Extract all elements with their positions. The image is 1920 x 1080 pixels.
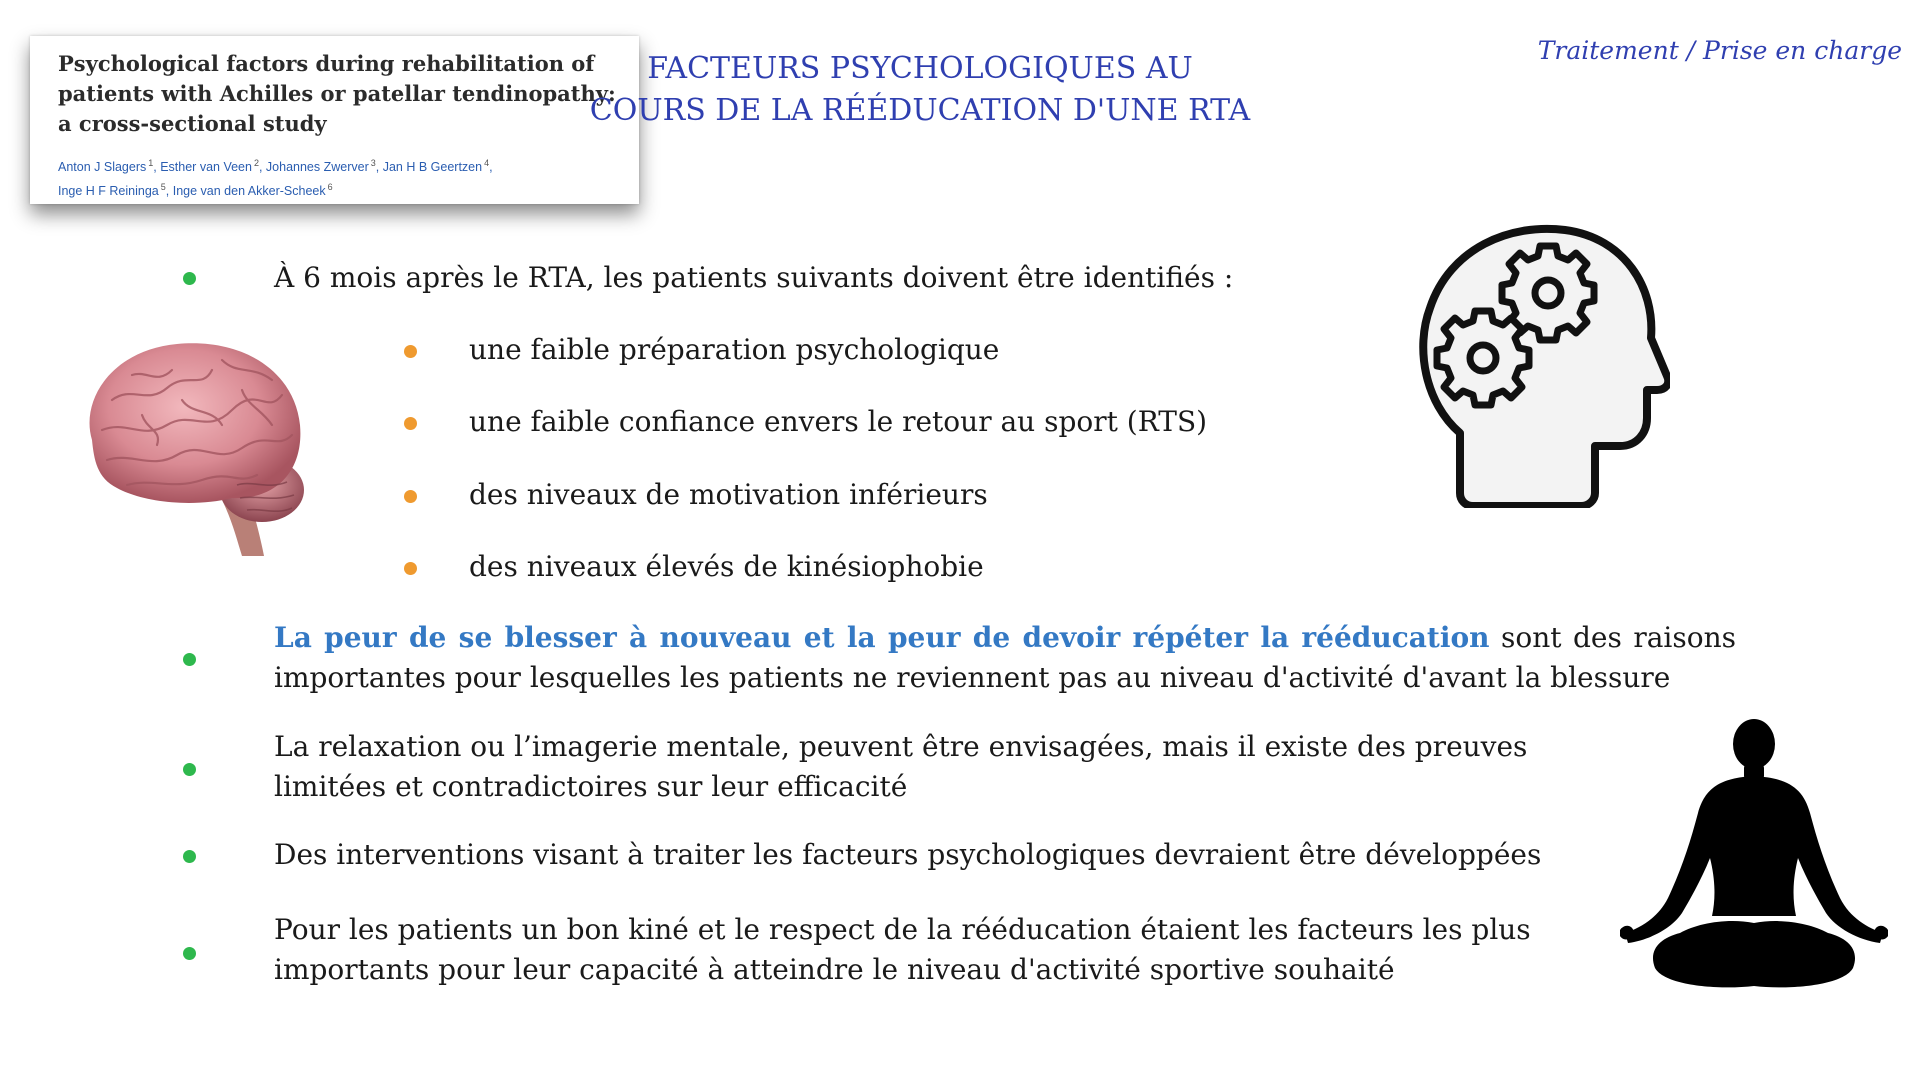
- sub-bullet-2: une faible confiance envers le retour au sport (RTS): [469, 405, 1208, 438]
- bullet-fear: [274, 618, 1736, 698]
- head-gears-icon: [1415, 218, 1670, 508]
- bullet-kine: Pour les patients un bon kiné et le respect de la rééducation étaient les facteurs les plus importants pour leur capacité à atteindre le niveau d'activité sportive souhaité: [274, 913, 1531, 986]
- bullet-dot: [183, 947, 196, 960]
- fear-highlight: La peur de se blesser à nouveau et la peur de devoir répéter la rééducation: [274, 621, 1490, 654]
- reference-card: [30, 36, 639, 204]
- author-ref: 6: [327, 182, 333, 193]
- author-link[interactable]: Inge van den Akker-Scheek: [172, 184, 326, 199]
- author-link[interactable]: Inge H F Reininga: [58, 184, 159, 199]
- sub-bullet-1: une faible préparation psychologique: [469, 333, 1000, 366]
- brain-icon: [72, 330, 312, 560]
- reference-authors: Anton J Slagers $^1$, Esther van Veen $^2$, Johannes Zwerver $^3$, Jan H B Geertzen $^4$, Inge H F Reininga $^5$, Inge van den Akker-Scheek $^6$: [58, 158, 493, 199]
- bullet-dot: [183, 653, 196, 666]
- author-link[interactable]: Jan H B Geertzen: [382, 160, 483, 175]
- slide-title: [580, 48, 1380, 132]
- meditation-icon: [1620, 718, 1888, 990]
- bullet-dot: [183, 272, 196, 285]
- bullet-intro: À 6 mois après le RTA, les patients suivants doivent être identifiés :: [274, 261, 1234, 294]
- bullet-dot: [183, 850, 196, 863]
- author-ref: 2: [253, 158, 259, 168]
- bullet-interventions: Des interventions visant à traiter les facteurs psychologiques devraient être développées: [274, 838, 1542, 871]
- author-link[interactable]: Anton J Slagers: [58, 160, 147, 175]
- sub-bullet-3: des niveaux de motivation inférieurs: [469, 478, 988, 511]
- author-ref: 4: [484, 158, 490, 168]
- author-ref: 1: [148, 158, 154, 168]
- section-tag: Traitement / Prise en charge: [1537, 36, 1902, 65]
- author-ref: 5: [160, 182, 166, 193]
- bullet-dot: [183, 763, 196, 776]
- fear-rest: sont des raisons importantes pour lesquelles les patients ne reviennent pas au niveau d'activité d'avant la blessure: [274, 621, 1736, 694]
- author-link[interactable]: Johannes Zwerver: [265, 160, 369, 175]
- bullet-relaxation: La relaxation ou l’imagerie mentale, peuvent être envisagées, mais il existe des preuves limitées et contradictoires sur leur efficacité: [274, 730, 1528, 803]
- slide-title-line2: COURS DE LA RÉÉDUCATION D'UNE RTA: [589, 93, 1251, 128]
- slide-title-line1: FACTEURS PSYCHOLOGIQUES AU: [647, 51, 1193, 86]
- sub-bullet-dot: [404, 562, 417, 575]
- author-link[interactable]: Esther van Veen: [160, 160, 252, 175]
- sub-bullet-dot: [404, 417, 417, 430]
- reference-title: Psychological factors during rehabilitation of patients with Achilles or patellar tendinopathy: a cross-sectional study: [58, 51, 616, 136]
- author-ref: 3: [370, 158, 376, 168]
- sub-bullet-4: des niveaux élevés de kinésiophobie: [469, 550, 984, 583]
- sub-bullet-dot: [404, 490, 417, 503]
- sub-bullet-dot: [404, 345, 417, 358]
